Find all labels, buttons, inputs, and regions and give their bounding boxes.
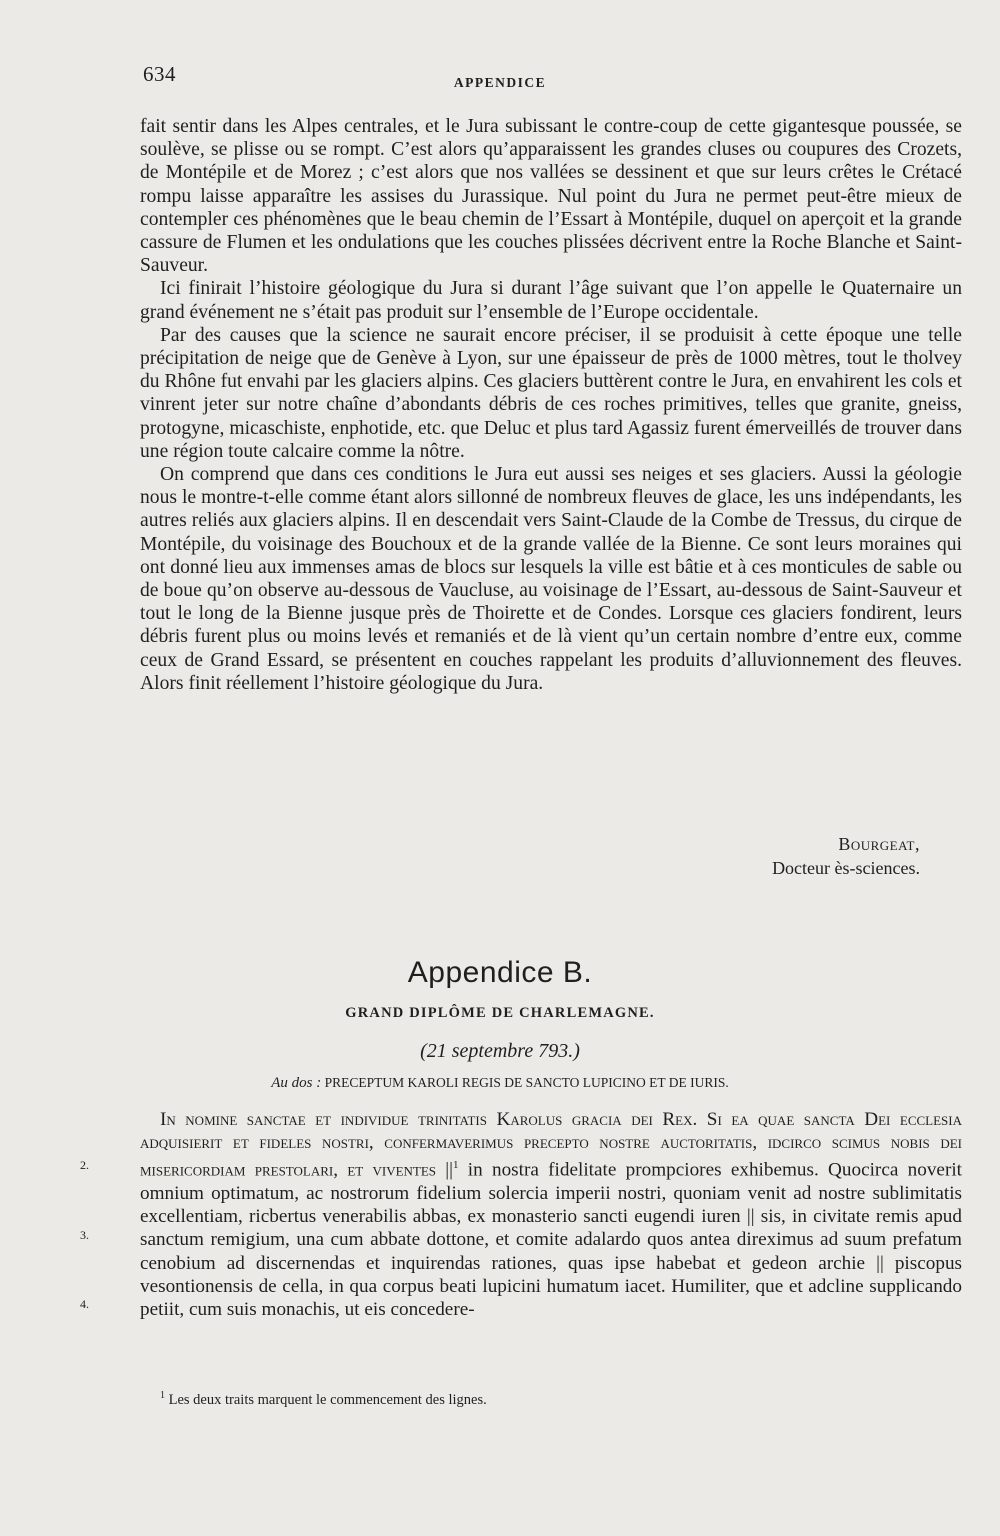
signature-name: Bourgeat, <box>838 834 920 854</box>
au-dos-line <box>0 1075 1000 1092</box>
footnote-marker: 1 <box>160 1390 165 1401</box>
footnote <box>160 1390 487 1409</box>
latin-charter-text <box>140 1108 962 1321</box>
body-text <box>140 115 962 695</box>
latin-small-caps-opening: In nomine sanctae et individue trinitatis Karolus gracia dei Rex. Si ea quae sancta Dei ecclesia adquisierit et fideles nostri, confermaverimus precepto nostre auctoritatis, idcirco scimus nobis dei misericordiam prestolari, et viventes || <box>140 1109 962 1181</box>
paragraph: Par des causes que la science ne saurait encore préciser, il se produisit à cette époque une telle précipitation de neige que de Genève à Lyon, sur une épaisseur de près de 1000 mètres, tout le tholvey du Rhône fut envahi par les glaciers alpins. Ces glaciers buttèrent contre le Jura, en envahirent les cols et vinrent jeter sur notre chaîne d’abondants débris de ces roches primitives, telles que granite, gneiss, protogyne, micaschiste, enphotide, etc. que Deluc et plus tard Agassiz furent émerveillés de trouver dans une région toute calcaire comme la nôtre. <box>140 324 962 462</box>
appendix-subtitle: GRAND DIPLÔME DE CHARLEMAGNE. <box>345 1005 655 1021</box>
appendix-title: Appendice B. <box>407 956 593 989</box>
paragraph: fait sentir dans les Alpes centrales, et le Jura subissant le contre-coup de cette gigantesque poussée, se soulève, se plisse ou se rompt. C’est alors qu’apparaissent les grandes cluses ou coupures des Crozets, de Montépile et de Morez ; c’est alors que nos vallées se dessinent et que sur leurs crêtes le Crétacé rompu laisse apparaître les assises du Jurassique. Nul point du Jura ne permet peut-être mieux de contempler ces phénomènes que le beau chemin de l’Essart à Montépile, duquel on aperçoit et la grande cassure de Flumen et les ondulations que les couches plissées décrivent entre la Roche Blanche et Saint-Sauveur. <box>140 116 962 277</box>
signature-title: Docteur ès-sciences. <box>772 858 920 878</box>
paragraph: Ici finirait l’histoire géologique du Jura si durant l’âge suivant que l’on appelle le Quaternaire un grand événement ne s’était pas produit sur l’ensemble de l’Europe occidentale. <box>140 278 962 323</box>
au-dos-text: PRECEPTUM KAROLI REGIS DE SANCTO LUPICINO ET DE IURIS. <box>324 1075 729 1090</box>
page-number: 634 <box>143 62 176 86</box>
latin-text: in nostra fidelitate prompciores exhibemus. Quocirca noverit omnium optimatum, ac nostrorum fidelium solercia imperii nostri, quoniam venit ad nostre sublimitatis excellentiam, ricbertus venerabilis abbas, ex monasterio sancti eugendi iuren || sis, in civitate remis apud sanctum remigium, una cum abbate dottone, et comite adalardo quos antea direximus ad suum prefatum cenobium ad discernendas et inquirendas rationes, quas ipse habebat et gedeon archie || piscopus vesontionensis de cella, in qua corpus beati lupicini humatum iacet. Humiliter, que et adcline supplicando petiit, cum suis monachis, ut eis concedere- <box>140 1159 962 1321</box>
margin-line-number: 3. <box>80 1228 89 1242</box>
appendix-date: (21 septembre 793.) <box>420 1040 580 1062</box>
margin-line-number: 4. <box>80 1297 89 1311</box>
footnote-text: Les deux traits marquent le commencement des lignes. <box>165 1391 487 1408</box>
paragraph: On comprend que dans ces conditions le Jura eut aussi ses neiges et ses glaciers. Aussi la géologie nous le montre-t-elle comme étant alors sillonné de nombreux fleuves de glace, les uns indépendants, les autres reliés aux glaciers alpins. Il en descendait vers Saint-Claude de la Combe de Tressus, du cirque de Montépile, du voisinage des Bouchoux et de la grande vallée de la Bienne. Ce sont leurs moraines qui ont donné lieu aux immenses amas de blocs sur lesquels la ville est bâtie et à ces monticules de sable ou de boue qu’on observe au-dessous de Vaucluse, au voisinage de l’Essart, au-dessous de Saint-Sauveur et tout le long de la Bienne jusque près de Thoirette et de Condes. Lorsque ces glaciers fondirent, leurs débris furent plus ou moins levés et remaniés et de là vient qu’un certain nombre d’entre eux, comme ceux de Grand Essard, se présentent en couches rappelant les produits d’alluvionnement des fleuves. Alors finit réellement l’histoire géologique du Jura. <box>140 464 962 694</box>
running-head: APPENDICE <box>453 75 547 90</box>
margin-line-number: 2. <box>80 1158 89 1172</box>
footnote-reference: 1 <box>453 1159 459 1172</box>
signature <box>600 832 920 880</box>
au-dos-label: Au dos : <box>271 1075 322 1091</box>
